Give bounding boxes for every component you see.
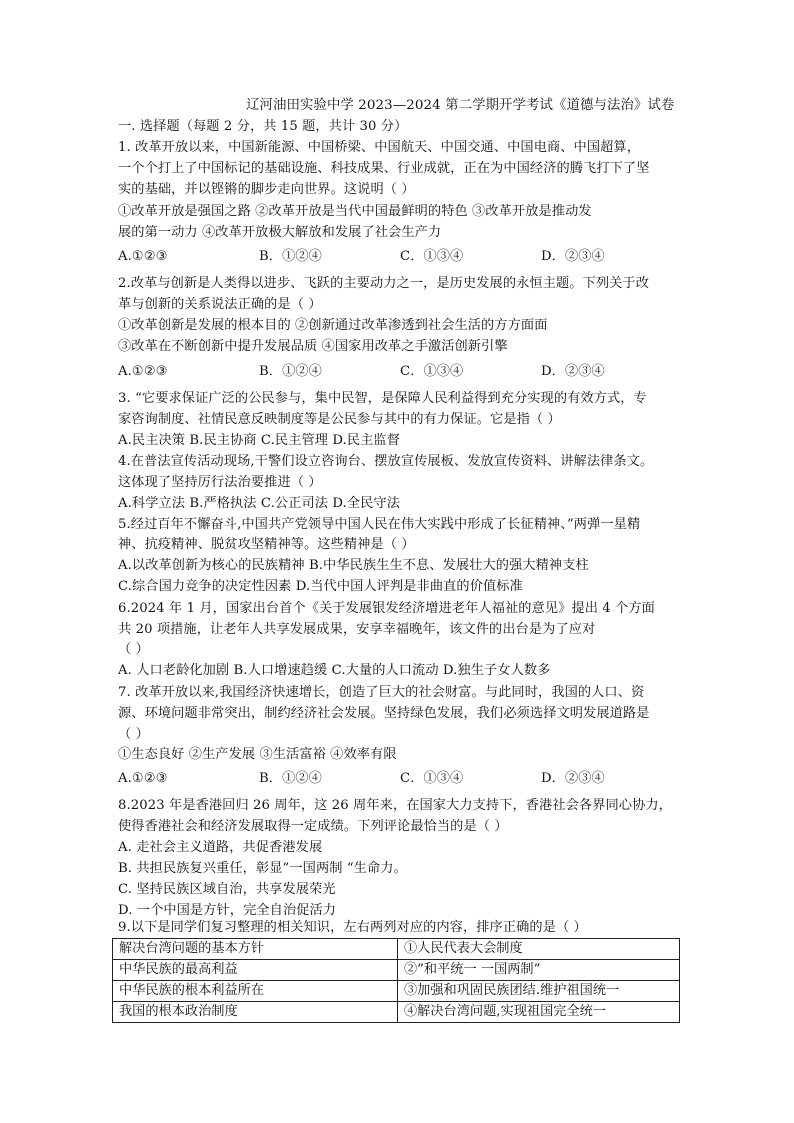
q7-choices <box>118 769 682 790</box>
q3-choices: A.民主决策 B.民主协商 C.民主管理 D.民主监督 <box>118 433 400 448</box>
q9-matching-table <box>112 938 680 1023</box>
q2-choices <box>118 362 682 383</box>
q4-line-1: 4.在普法宣传活动现场,干警们设立咨询台、摆放宣传展板、发放宣传资料、讲解法律条文。 <box>118 454 654 469</box>
q1-choice-b: B．①②④ <box>259 249 322 264</box>
q1-choice-c: C．①③④ <box>400 249 464 264</box>
table-cell-right: ④解决台湾问题,实现祖国完全统一 <box>398 1002 680 1023</box>
q2-choice-d: D．②③④ <box>541 364 605 379</box>
q1-line-4: ①改革开放是强国之路 ②改革开放是当代中国最鲜明的特色 ③改革开放是推动发 <box>118 204 592 219</box>
q6-choices: A. 人口老龄化加剧 B.人口增速趋缓 C.大量的人口流动 D.独生子女人数多 <box>118 663 551 678</box>
table-cell-right: ③加强和巩固民族团结.维护祖国统一 <box>398 981 680 1002</box>
q7-choice-d: D．②③④ <box>541 771 605 786</box>
q8-option-d: D. 一个中国是方针，完全自治促活力 <box>118 903 337 918</box>
section-heading: 一. 选择题（每题 2 分，共 15 题，共计 30 分） <box>118 119 408 134</box>
q3-line-1: 3. “它要求保证广泛的公民参与，集中民智，是保障人民利益得到充分实现的有效方式，专 <box>118 391 647 406</box>
q4-line-2: 这体现了坚持厉行法治要推进（ ） <box>118 475 322 490</box>
table-row <box>113 960 680 981</box>
q5-choices-ab: A.以改革创新为核心的民族精神 B.中华民族生生不息、发展壮大的强大精神支柱 <box>118 558 589 573</box>
table-cell-left: 中华民族的最高利益 <box>113 960 398 981</box>
q2-line-2: 革与创新的关系说法正确的是（ ） <box>118 297 322 312</box>
q2-choice-a: A.①②③ <box>118 364 168 379</box>
q4-choices: A.科学立法 B.严格执法 C.公正司法 D.全民守法 <box>118 496 400 511</box>
q2-line-3: ①改革创新是发展的根本目的 ②创新通过改革渗透到社会生活的方方面面 <box>118 318 548 333</box>
q2-choice-c: C．①③④ <box>400 364 464 379</box>
q1-line-2: 一个个打上了中国标记的基础设施、科技成果、行业成就，正在为中国经济的腾飞打下了坚 <box>118 161 650 176</box>
q8-option-b: B. 共担民族复兴重任，彰显”一国两制 “生命力。 <box>118 861 407 876</box>
q6-line-2: 共 20 项措施，让老年人共享发展成果，安享幸福晚年，该文件的出台是为了应对 <box>118 622 596 637</box>
q1-line-1: 1. 改革开放以来，中国新能源、中国桥梁、中国航天、中国交通、中国电商、中国超算， <box>118 140 640 155</box>
q9-stem: 9.以下是同学们复习整理的相关知识，左右两列对应的内容，排序正确的是（ ） <box>118 920 587 935</box>
q1-line-3: 实的基础，并以铿锵的脚步走向世界。这说明（ ） <box>118 182 415 197</box>
table-cell-right: ②”和平统一 一国两制” <box>398 960 680 981</box>
q6-line-3: （ ） <box>118 642 149 657</box>
table-cell-right: ①人民代表大会制度 <box>398 939 680 960</box>
q5-line-1: 5.经过百年不懈奋斗,中国共产党领导中国人民在伟大实践中形成了长征精神、”两弹一星精 <box>118 517 641 532</box>
q7-line-4: ①生态良好 ②生产发展 ③生活富裕 ④效率有限 <box>118 747 397 762</box>
q7-line-1: 7. 改革开放以来,我国经济快速增长，创造了巨大的社会财富。与此同时，我国的人口、资 <box>118 685 645 700</box>
q8-line-1: 8.2023 年是香港回归 26 周年，这 26 周年来，在国家大力支持下，香港社会各界同心协力， <box>118 798 672 813</box>
q7-choice-b: B．①②④ <box>259 771 322 786</box>
q8-option-c: C. 坚持民族区域自治，共享发展荣光 <box>118 882 336 897</box>
q2-line-1: 2.改革与创新是人类得以进步、飞跃的主要动力之一，是历史发展的永恒主题。下列关于改 <box>118 276 649 291</box>
q2-line-4: ③改革在不断创新中提升发展品质 ④国家用改革之手激活创新引擎 <box>118 339 508 354</box>
q7-line-3: （ ） <box>118 727 149 742</box>
q8-option-a: A. 走社会主义道路，共促香港发展 <box>118 840 323 855</box>
q8-line-2: 使得香港社会和经济发展取得一定成绩。下列评论最恰当的是（ ） <box>118 819 508 834</box>
q2-choice-b: B．①②④ <box>259 364 322 379</box>
table-cell-left: 我国的根本政治制度 <box>113 1002 398 1023</box>
q5-choices-cd: C.综合国力竞争的决定性因素 D.当代中国人评判是非曲直的价值标准 <box>118 579 523 594</box>
table-row <box>113 939 680 960</box>
table-cell-left: 中华民族的根本利益所在 <box>113 981 398 1002</box>
q1-choice-a: A.①②③ <box>118 249 168 264</box>
table-row <box>113 1002 680 1023</box>
q5-line-2: 神、抗疫精神、脱贫攻坚精神等。这些精神是（ ） <box>118 537 415 552</box>
table-row <box>113 981 680 1002</box>
q3-line-2: 家咨询制度、社情民意反映制度等是公民参与其中的有力保证。它是指（ ） <box>118 412 561 427</box>
q1-line-5: 展的第一动力 ④改革开放极大解放和发展了社会生产力 <box>118 225 442 240</box>
q7-choice-a: A.①②③ <box>118 771 168 786</box>
table-cell-left: 解决台湾问题的基本方针 <box>113 939 398 960</box>
q1-choices <box>118 247 682 268</box>
q6-line-1: 6.2024 年 1 月，国家出台首个《关于发展银发经济增进老年人福祉的意见》提出 4 个方面 <box>118 601 655 616</box>
q1-choice-d: D．②③④ <box>541 249 605 264</box>
exam-title: 辽河油田实验中学 2023—2024 第二学期开学考试《道德与法治》试卷 <box>246 98 675 113</box>
q7-choice-c: C．①③④ <box>400 771 464 786</box>
q7-line-2: 源、环境问题非常突出，制约经济社会发展。坚持绿色发展，我们必须选择文明发展道路是 <box>118 706 650 721</box>
